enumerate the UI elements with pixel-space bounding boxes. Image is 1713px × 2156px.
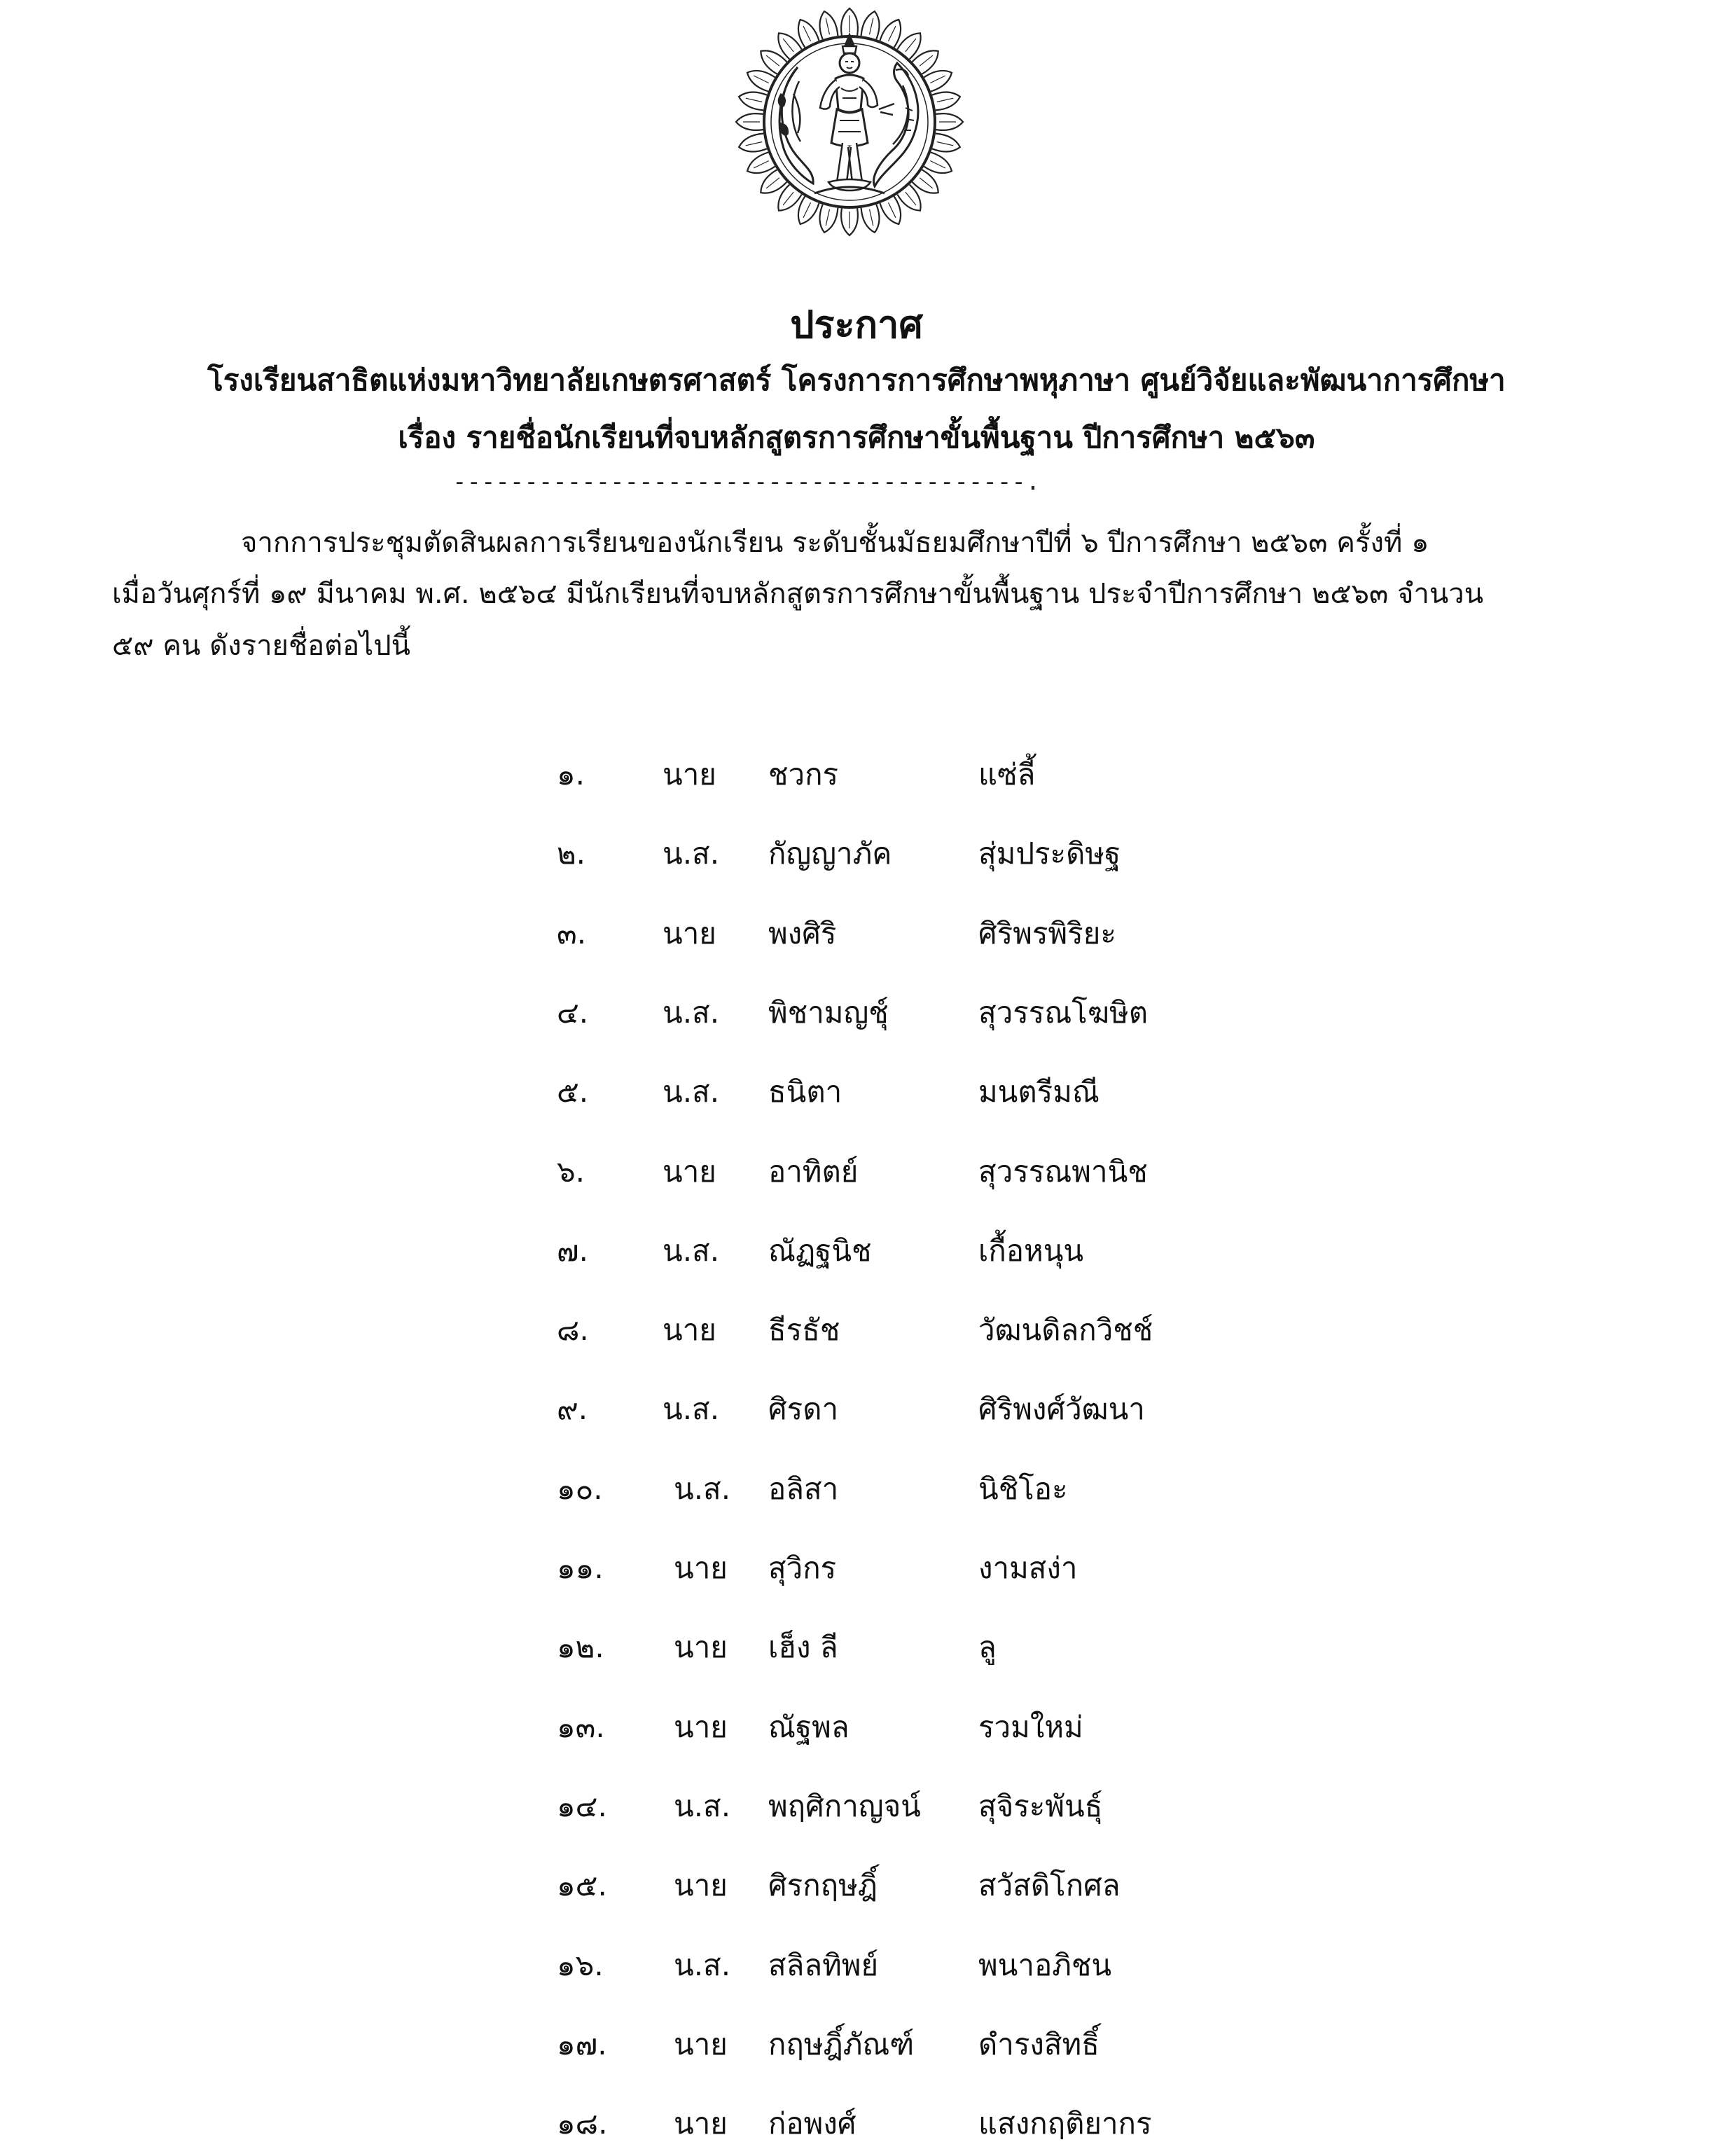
- student-row: [0, 1381, 1713, 1437]
- announcement-title: ประกาศ: [790, 303, 923, 347]
- student-first-name: ธนิตา: [768, 1074, 842, 1109]
- student-number: ๑๕.: [557, 1868, 607, 1902]
- emblem-petal-vein: [783, 39, 793, 52]
- student-row: [0, 2096, 1713, 2152]
- student-number: ๒.: [557, 836, 586, 871]
- student-number: ๔.: [557, 995, 589, 1030]
- emblem-petal-vein: [766, 178, 779, 188]
- student-title: นาย: [663, 1313, 716, 1347]
- emblem-petal: [819, 205, 838, 233]
- student-row: [0, 1302, 1713, 1358]
- student-title: นาย: [674, 2106, 728, 2141]
- emblem-petal: [861, 11, 880, 39]
- emblem-petal-vein: [920, 55, 933, 66]
- student-row: [0, 1858, 1713, 1914]
- student-row: [0, 1461, 1713, 1517]
- student-row: [0, 1540, 1713, 1596]
- announcement-subject: เรื่อง รายชื่อนักเรียนที่จบหลักสูตรการศึกษาขั้นพื้นฐาน ปีการศึกษา ๒๕๖๓: [398, 420, 1315, 455]
- student-first-name: กฤษฎิ์ภัณฑ์: [768, 2027, 915, 2061]
- student-number: ๙.: [557, 1392, 588, 1426]
- student-number: ๑๑.: [557, 1551, 604, 1585]
- emblem-petal-vein: [937, 142, 953, 146]
- student-last-name: สุวรรณพานิช: [978, 1154, 1148, 1189]
- emblem-petal-vein: [870, 18, 873, 34]
- emblem-petal-vein: [870, 209, 873, 226]
- student-row: [0, 826, 1713, 882]
- student-title: น.ส.: [663, 1074, 720, 1109]
- emblem-petal: [739, 92, 767, 110]
- student-row: [0, 1223, 1713, 1279]
- student-last-name: นิชิโอะ: [978, 1472, 1068, 1506]
- emblem-petal-vein: [754, 76, 769, 83]
- student-row: [0, 1937, 1713, 1993]
- emblem-petal: [861, 205, 880, 233]
- student-last-name: สุวรรณโฆษิต: [978, 995, 1148, 1030]
- student-first-name: ศิรดา: [768, 1392, 839, 1426]
- student-last-name: สวัสดิโกศล: [978, 1868, 1121, 1902]
- emblem-petal-vein: [889, 202, 896, 218]
- student-first-name: ชวกร: [768, 757, 839, 792]
- student-number: ๓.: [557, 916, 587, 951]
- student-title: นาย: [663, 916, 716, 951]
- student-row: [0, 1699, 1713, 1755]
- student-last-name: แสงกฤติยากร: [978, 2106, 1152, 2141]
- student-number: ๑๓.: [557, 1710, 605, 1744]
- emblem-petal-vein: [937, 98, 953, 102]
- student-first-name: ณัฐพล: [768, 1710, 849, 1744]
- student-first-name: ณัฏฐนิช: [768, 1234, 872, 1268]
- emblem-petal-vein: [889, 26, 896, 41]
- student-row: [0, 985, 1713, 1041]
- student-title: น.ส.: [674, 1472, 731, 1506]
- student-first-name: พฤศิกาญจน์: [768, 1789, 921, 1823]
- student-title: น.ส.: [674, 1948, 731, 1982]
- student-first-name: อลิสา: [768, 1472, 839, 1506]
- emblem-petal-vein: [746, 142, 762, 146]
- emblem-petal-vein: [783, 192, 793, 205]
- student-last-name: รวมใหม่: [978, 1710, 1083, 1744]
- student-title: นาย: [663, 757, 716, 792]
- student-number: ๗.: [557, 1234, 588, 1268]
- student-first-name: พงศิริ: [768, 916, 837, 951]
- student-first-name: กัญญาภัค: [768, 836, 892, 871]
- emblem-petal: [739, 134, 767, 152]
- emblem-petal: [819, 11, 838, 39]
- student-number: ๑๗.: [557, 2027, 607, 2061]
- student-row: [0, 2017, 1713, 2073]
- student-first-name: สุวิกร: [768, 1551, 837, 1585]
- student-row: [0, 906, 1713, 962]
- student-row: [0, 1064, 1713, 1120]
- student-number: ๑๖.: [557, 1948, 604, 1982]
- student-number: ๕.: [557, 1074, 589, 1109]
- emblem-petal-vein: [906, 192, 916, 205]
- student-title: นาย: [674, 1710, 728, 1744]
- emblem-petal-vein: [930, 76, 945, 83]
- student-title: น.ส.: [674, 1789, 731, 1823]
- student-number: ๑.: [557, 757, 585, 792]
- emblem-petal-vein: [766, 55, 779, 66]
- emblem-petal-vein: [803, 26, 811, 41]
- student-first-name: ก่อพงศ์: [768, 2106, 856, 2141]
- student-last-name: แซ่ลี้: [978, 757, 1036, 792]
- emblem-petal-vein: [920, 178, 933, 188]
- student-row: [0, 1619, 1713, 1675]
- student-row: [0, 747, 1713, 803]
- student-title: นาย: [674, 1868, 728, 1902]
- body-paragraph-line-1: จากการประชุมตัดสินผลการเรียนของนักเรียน ระดับชั้นมัธยมศึกษาปีที่ ๖ ปีการศึกษา ๒๕๖๓ ครั้งที่ ๑: [241, 527, 1429, 559]
- student-first-name: พิชามญชุ์: [768, 995, 889, 1030]
- student-first-name: ธีรธัช: [768, 1313, 840, 1347]
- student-title: น.ส.: [663, 1392, 720, 1426]
- student-title: น.ส.: [663, 995, 720, 1030]
- body-paragraph-line-2: เมื่อวันศุกร์ที่ ๑๙ มีนาคม พ.ศ. ๒๕๖๔ มีนักเรียนที่จบหลักสูตรการศึกษาขั้นพื้นฐาน ประจำปีการศึกษา ๒๕๖๓ จำนวน: [112, 578, 1484, 610]
- student-last-name: ศิริพรพิริยะ: [978, 916, 1116, 951]
- student-title: น.ส.: [663, 1234, 720, 1268]
- emblem-petal-vein: [754, 161, 769, 169]
- emblem-petal-vein: [906, 39, 916, 52]
- student-title: นาย: [674, 2027, 728, 2061]
- student-number: ๑๘.: [557, 2106, 608, 2141]
- student-first-name: อาทิตย์: [768, 1154, 859, 1189]
- student-last-name: สุจิระพันธุ์: [978, 1789, 1103, 1823]
- kasetsart-university-emblem-icon: [730, 3, 969, 241]
- student-number: ๑๒.: [557, 1630, 604, 1664]
- student-first-name: เฮ็ง ลี: [768, 1630, 838, 1664]
- student-number: ๑๐.: [557, 1472, 603, 1506]
- separator-line: ----------------------------------------.: [452, 468, 1041, 496]
- emblem-petal-vein: [930, 161, 945, 169]
- student-last-name: สุ่มประดิษฐ: [978, 836, 1121, 871]
- student-last-name: ลู: [978, 1630, 997, 1664]
- student-title: น.ส.: [663, 836, 720, 871]
- emblem-petal-vein: [803, 202, 811, 218]
- student-last-name: งามสง่า: [978, 1551, 1078, 1585]
- student-title: นาย: [674, 1551, 728, 1585]
- student-title: นาย: [674, 1630, 728, 1664]
- student-title: นาย: [663, 1154, 716, 1189]
- student-number: ๘.: [557, 1313, 589, 1347]
- student-first-name: สลิลทิพย์: [768, 1948, 879, 1982]
- student-row: [0, 1144, 1713, 1200]
- student-last-name: วัฒนดิลกวิชช์: [978, 1313, 1153, 1347]
- emblem-petal: [932, 92, 960, 110]
- student-first-name: ศิรกฤษฎิ์: [768, 1868, 878, 1902]
- body-paragraph-line-3: ๕๙ คน ดังรายชื่อต่อไปนี้: [112, 630, 411, 662]
- emblem-petal: [932, 134, 960, 152]
- student-number: ๑๔.: [557, 1789, 607, 1823]
- student-number: ๖.: [557, 1154, 585, 1189]
- student-last-name: เกื้อหนุน: [978, 1234, 1084, 1268]
- school-name: โรงเรียนสาธิตแห่งมหาวิทยาลัยเกษตรศาสตร์ โครงการการศึกษาพหุภาษา ศูนย์วิจัยและพัฒนาการศึกษา: [207, 363, 1506, 397]
- student-row: [0, 1778, 1713, 1834]
- student-last-name: ดำรงสิทธิ์: [978, 2027, 1100, 2061]
- student-last-name: ศิริพงศ์วัฒนา: [978, 1392, 1145, 1426]
- emblem-petal-vein: [746, 98, 762, 102]
- emblem-petal-vein: [826, 18, 829, 34]
- student-last-name: พนาอภิชน: [978, 1948, 1112, 1982]
- emblem-petal-vein: [826, 209, 829, 226]
- student-last-name: มนตรีมณี: [978, 1074, 1100, 1109]
